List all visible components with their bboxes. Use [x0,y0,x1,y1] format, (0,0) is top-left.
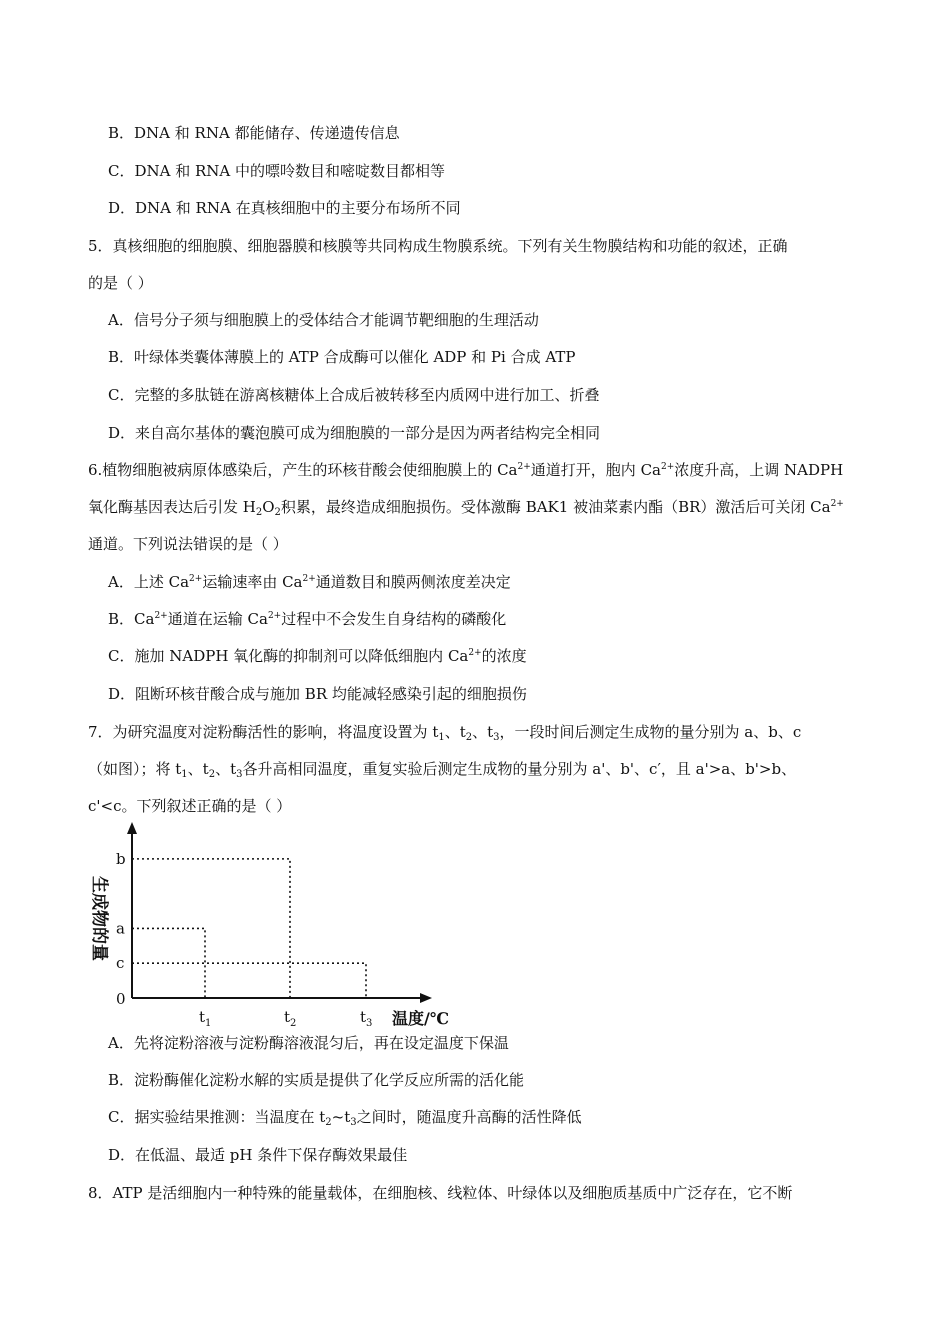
q7-option-b: B．淀粉酶催化淀粉水解的实质是提供了化学反应所需的活化能 [108,1071,525,1089]
y-axis-label: 生成物的量 [89,876,109,961]
q4-option-d: D．DNA 和 RNA 在真核细胞中的主要分布场所不同 [108,199,461,217]
tick-label-t1: $t_1$ [199,1008,212,1028]
q7-option-d: D．在低温、最适 pH 条件下保存酶效果最佳 [108,1146,408,1164]
q7-stem-line3: c'<c。下列叙述正确的是（ ） [88,797,292,815]
q4-option-b: B．DNA 和 RNA 都能储存、传递遗传信息 [108,124,400,142]
tick-label-t3: $t_3$ [360,1008,373,1028]
tick-label-t2: $t_2$ [284,1008,297,1028]
bar-t2 [132,859,290,998]
q5-option-c: C．完整的多肽链在游离核糖体上合成后被转移至内质网中进行加工、折叠 [108,386,600,404]
q5-stem-line2: 的是（ ） [88,274,153,292]
q6-stem-line1: 6.植物细胞被病原体感染后，产生的环核苷酸会使细胞膜上的 $Ca^{2+}$通道打开，胞内 $Ca^{2+}$浓度升高，上调 NADPH [88,461,844,479]
q6-stem-line2: 氧化酶基因表达后引发 $H_2O_2$积累，最终造成细胞损伤。受体激酶 BAK1 被油菜素内酯（BR）激活后可关闭 $Ca^{2+}$ [88,498,844,518]
origin-label: 0 [116,990,126,1008]
value-label-c: c [116,954,125,973]
value-label-a: a [116,919,125,938]
value-label-b: b [116,849,126,868]
y-axis-arrow [127,822,137,834]
q7-stem-line2: （如图）；将 $t_1$、$t_2$、$t_3$各升高相同温度，重复实验后测定生成物的量分别为 a'、b'、c′，且 a'>a、b'>b、 [88,760,797,780]
x-axis-arrow [420,993,432,1003]
q5-option-d: D．来自高尔基体的囊泡膜可成为细胞膜的一部分是因为两者结构完全相同 [108,424,601,442]
q5-stem-line1: 5．真核细胞的细胞膜、细胞器膜和核膜等共同构成生物膜系统。下列有关生物膜结构和功能的叙述，正确 [88,237,788,255]
bar-t3 [132,963,366,998]
q8-stem-line1: 8．ATP 是活细胞内一种特殊的能量载体，在细胞核、线粒体、叶绿体以及细胞质基质中广泛存在，它不断 [88,1184,793,1202]
q7-option-c: C．据实验结果推测：当温度在 $t_2\sim t_3$之间时，随温度升高酶的活性降低 [108,1108,582,1128]
q6-option-d: D．阻断环核苷酸合成与施加 BR 均能减轻感染引起的细胞损伤 [108,685,527,703]
q6-option-b: B．$Ca^{2+}$通道在运输 $Ca^{2+}$过程中不会发生自身结构的磷酸化 [108,610,507,628]
q4-option-c: C．DNA 和 RNA 中的嘌呤数目和嘧啶数目都相等 [108,162,446,180]
x-axis-label: 温度/℃ [392,1009,450,1028]
q6-option-c: C．施加 NADPH 氧化酶的抑制剂可以降低细胞内 $Ca^{2+}$的浓度 [108,647,527,665]
q6-option-a: A．上述 $Ca^{2+}$运输速率由 $Ca^{2+}$通道数目和膜两侧浓度差决定 [108,573,511,591]
q6-stem-line3: 通道。下列说法错误的是（ ） [88,535,288,553]
q5-option-a: A．信号分子须与细胞膜上的受体结合才能调节靶细胞的生理活动 [108,311,539,329]
enzyme-temperature-chart [80,818,450,1028]
q5-option-b: B．叶绿体类囊体薄膜上的 ATP 合成酶可以催化 ADP 和 Pi 合成 ATP [108,348,576,366]
q7-stem-line1: 7．为研究温度对淀粉酶活性的影响，将温度设置为 $t_1$、$t_2$、$t_3$，一段时间后测定生成物的量分别为 a、b、c [88,723,802,743]
q7-option-a: A．先将淀粉溶液与淀粉酶溶液混匀后，再在设定温度下保温 [108,1034,509,1052]
